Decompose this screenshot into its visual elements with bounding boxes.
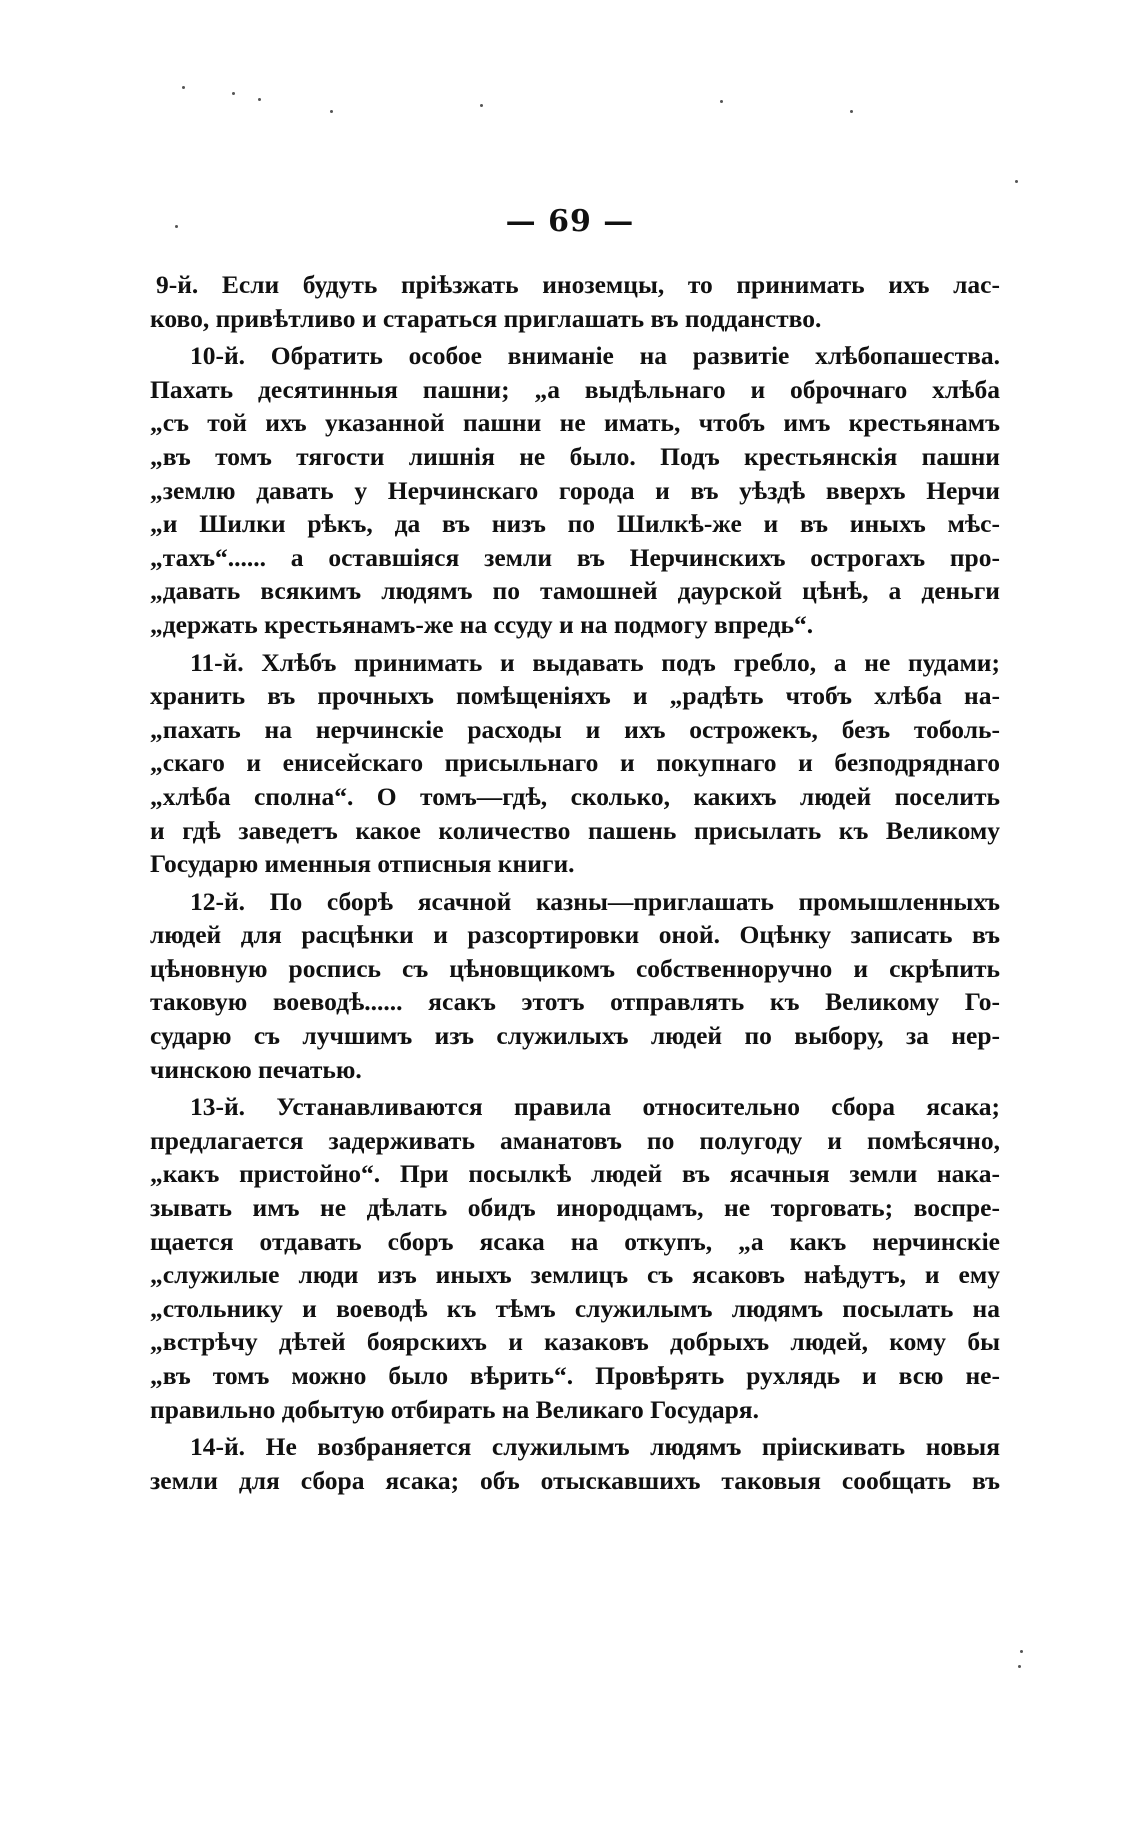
paragraph-11 bbox=[150, 646, 1000, 881]
text-line: ково, привѣтливо и стараться приглашать въ подданство. bbox=[150, 303, 822, 333]
text-line: цѣновную роспись съ цѣновщикомъ собственноручно и скрѣпить bbox=[150, 953, 1000, 983]
text-line: и гдѣ заведетъ какое количество пашень присылать къ Великому bbox=[150, 815, 1000, 845]
text-line: 14-й. Не возбраняется служилымъ людямъ прiискивать новыя bbox=[190, 1432, 1000, 1462]
paragraph-10 bbox=[150, 339, 1000, 641]
text-line: „стольнику и воеводѣ къ тѣмъ служилымъ людямъ посылать на bbox=[150, 1293, 1000, 1323]
text-line: „держать крестьянамъ-же на ссуду и на подмогу впредь“. bbox=[150, 609, 814, 639]
text-line: „и Шилки рѣкъ, да въ низъ по Шилкѣ-же и въ иныхъ мѣс- bbox=[150, 509, 1000, 539]
text-line: правильно добытую отбирать на Великаго Государя. bbox=[150, 1394, 759, 1424]
text-line: 11-й. Хлѣбъ принимать и выдавать подъ гребло, а не пудами; bbox=[190, 647, 1000, 677]
text-line: людей для расцѣнки и разсортировки оной. Оцѣнку записать въ bbox=[150, 920, 1000, 950]
text-line: щается отдавать сборъ ясака на откупъ, „а какъ нерчинскiе bbox=[150, 1226, 1000, 1256]
text-line: „хлѣба сполна“. О томъ—гдѣ, сколько, какихъ людей поселить bbox=[150, 781, 1000, 811]
body-text bbox=[150, 268, 1000, 1501]
text-line: Государю именныя отписныя книги. bbox=[150, 849, 575, 879]
scan-speck bbox=[480, 104, 483, 107]
page-number: — 69 — bbox=[505, 204, 635, 239]
text-line: „землю давать у Нерчинскаго города и въ уѣздѣ вверхъ Нерчи bbox=[150, 475, 1000, 505]
scan-speck bbox=[258, 98, 261, 101]
text-line: земли для сбора ясака; объ отыскавшихъ таковыя сообщать въ bbox=[150, 1465, 1000, 1495]
text-line: „пахать на нерчинскiе расходы и ихъ острожекъ, безъ тоболь- bbox=[150, 714, 1000, 744]
text-line: хранить въ прочныхъ помѣщенiяхъ и „радѣть чтобъ хлѣба на- bbox=[150, 681, 1000, 711]
text-line: „въ томъ тягости лишнiя не было. Подъ крестьянскiя пашни bbox=[150, 441, 1000, 471]
text-line: „служилые люди изъ иныхъ землицъ съ ясаковъ наѣдутъ, и ему bbox=[150, 1260, 1000, 1290]
scan-speck bbox=[1015, 180, 1018, 183]
text-line: „съ той ихъ указанной пашни не имать, чтобъ имъ крестьянамъ bbox=[150, 408, 1000, 438]
paragraph-9 bbox=[150, 268, 1000, 335]
text-line: „въ томъ можно было вѣрить“. Провѣрять рухлядь и всю не- bbox=[150, 1361, 1000, 1390]
text-line: зывать имъ не дѣлать обидъ инородцамъ, не торговать; воспре- bbox=[150, 1193, 1000, 1223]
text-line: 13-й. Устанавливаются правила относительно сбора ясака; bbox=[190, 1092, 1000, 1122]
text-line: 10-й. Обратить особое вниманiе на развитiе хлѣбопашества. bbox=[190, 341, 1000, 371]
text-line: „тахъ“...... а оставшiяся земли въ Нерчинскихъ острогахъ про- bbox=[150, 542, 1000, 572]
text-line: „скаго и енисейскаго присыльнаго и покупнаго и безподряднаго bbox=[150, 748, 1000, 778]
text-line: 9-й. Если будуть прiѣзжать иноземцы, то принимать ихъ лас- bbox=[156, 270, 1000, 299]
scan-speck bbox=[232, 92, 235, 95]
text-line: сударю съ лучшимъ изъ служилыхъ людей по выбору, за нер- bbox=[150, 1021, 1000, 1051]
paragraph-14 bbox=[150, 1430, 1000, 1497]
text-line: „давать всякимъ людямъ по тамошней даурской цѣнѣ, а деньги bbox=[150, 576, 1000, 606]
scan-speck bbox=[850, 110, 853, 113]
scan-speck bbox=[720, 100, 723, 103]
scan-speck bbox=[1018, 1665, 1021, 1668]
text-line: предлагается задерживать аманатовъ по полугоду и помѣсячно, bbox=[150, 1125, 1000, 1155]
scan-speck bbox=[330, 110, 333, 113]
text-line: Пахать десятинныя пашни; „а выдѣльнаго и оброчнаго хлѣба bbox=[150, 374, 1000, 404]
paragraph-12 bbox=[150, 885, 1000, 1087]
text-line: „встрѣчу дѣтей боярскихъ и казаковъ добрыхъ людей, кому бы bbox=[150, 1327, 1000, 1357]
text-line: таковую воеводѣ...... ясакъ этотъ отправлять къ Великому Го- bbox=[150, 987, 1000, 1017]
text-line: „какъ пристойно“. При посылкѣ людей въ ясачныя земли нака- bbox=[150, 1159, 1000, 1189]
paragraph-13 bbox=[150, 1090, 1000, 1426]
scan-speck bbox=[182, 86, 185, 89]
text-line: чинскою печатью. bbox=[150, 1054, 362, 1084]
scan-speck bbox=[1020, 1650, 1023, 1653]
text-line: 12-й. По сборѣ ясачной казны—приглашать промышленныхъ bbox=[190, 886, 1000, 916]
